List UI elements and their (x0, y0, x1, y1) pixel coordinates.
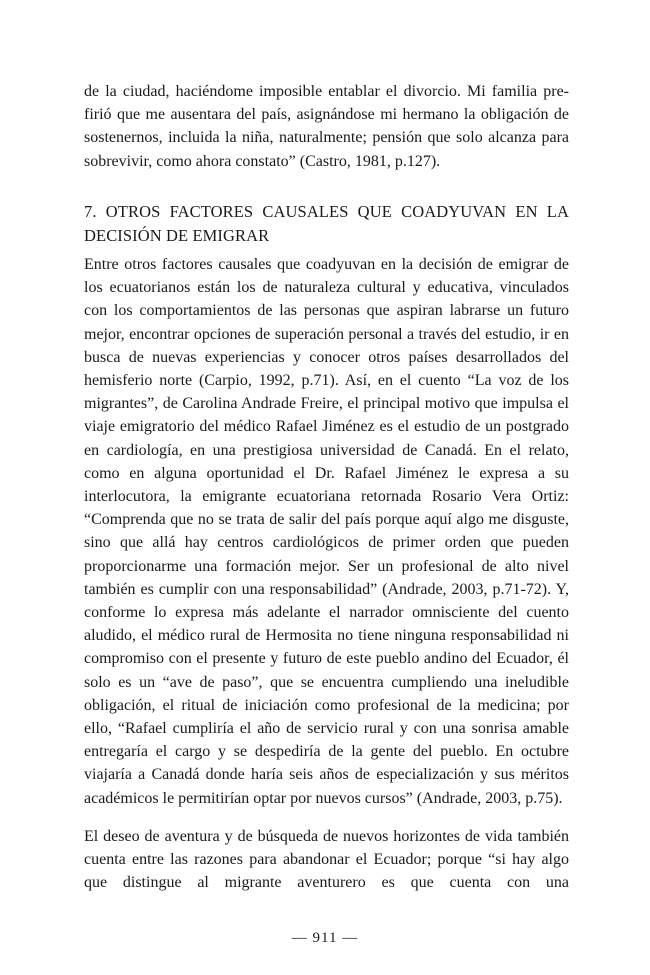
paragraph-main (84, 253, 569, 810)
page-number: — 911 — (291, 930, 359, 946)
paragraph-text: Entre otros factores causales que coadyuvan en la decisión de emigrar de los ecuatorianos están los de naturaleza cultural y educativa, vinculados con los comportamientos de las personas que aspiran labrarse un futuro mejor, encontrar opciones de superación personal a través del estudio, ir en busca de nuevas experiencias y conocer otros países desarrollados del hemisferio norte (Carpio, 1992, p.71). Así, en el cuento “La voz de los migrantes”, de Carolina Andrade Freire, el principal motivo que impulsa el viaje emigratorio del médico Rafael Jiménez es el estudio de un postgrado en cardiología, en una prestigiosa universidad de Canadá. En el relato, como en alguna oportunidad el Dr. Rafael Jiménez le expresa a su interlocutora, la emigrante ecuatoriana retornada Rosario Vera Ortiz: “Comprenda que no se trata de salir del país porque aquí algo me disguste, sino que allá hay centros cardiológicos de primer orden que pueden proporcionarme una formación mejor. Ser un profesional de alto nivel también es cumplir con una responsabilidad” (Andrade, 2003, p.71-72). Y, conforme lo expresa más adelante el narrador omnisciente del cuento aludido, el médico rural de Hermosita no tiene ninguna responsabilidad ni compromiso con el presente y futuro de este pueblo andino del Ecuador, él solo es un “ave de paso”, que se encuentra cumpliendo una ineludible obligación, el ritual de iniciación como profesional de la medicina; por ello, “Rafael cumpliría el año de servicio rural y con una sonrisa amable entregaría el cargo y se despediría de la gente del pueblo. En octubre viajaría a Canadá donde haría seis años de especialización y sus méritos académicos le permitirían optar por nuevos cursos” (Andrade, 2003, p.75). (84, 256, 569, 807)
section-heading: 7. OTROS FACTORES CAUSALES QUE COADYUVAN EN LA DECISIÓN DE EMIGRAR (84, 202, 569, 245)
paragraph-text: de la ciudad, haciéndome imposible entablar el divorcio. Mi familia prefirió que me ausentara del país, asignándose mi hermano la obligación de sostenernos, incluida la niña, naturalmente; pensión que solo alcanza para sobrevivir, como ahora constato” (Castro, 1981, p.127). (84, 83, 569, 170)
paragraph-text: El deseo de aventura y de búsqueda de nuevos horizontes de vida también cuenta entre las razones para abandonar el Ecuador; porque “si hay algo que distingue al migrante aventurero es que cuenta con una (84, 828, 569, 892)
paragraph-final (84, 825, 569, 895)
paragraph-continuation (84, 80, 569, 173)
